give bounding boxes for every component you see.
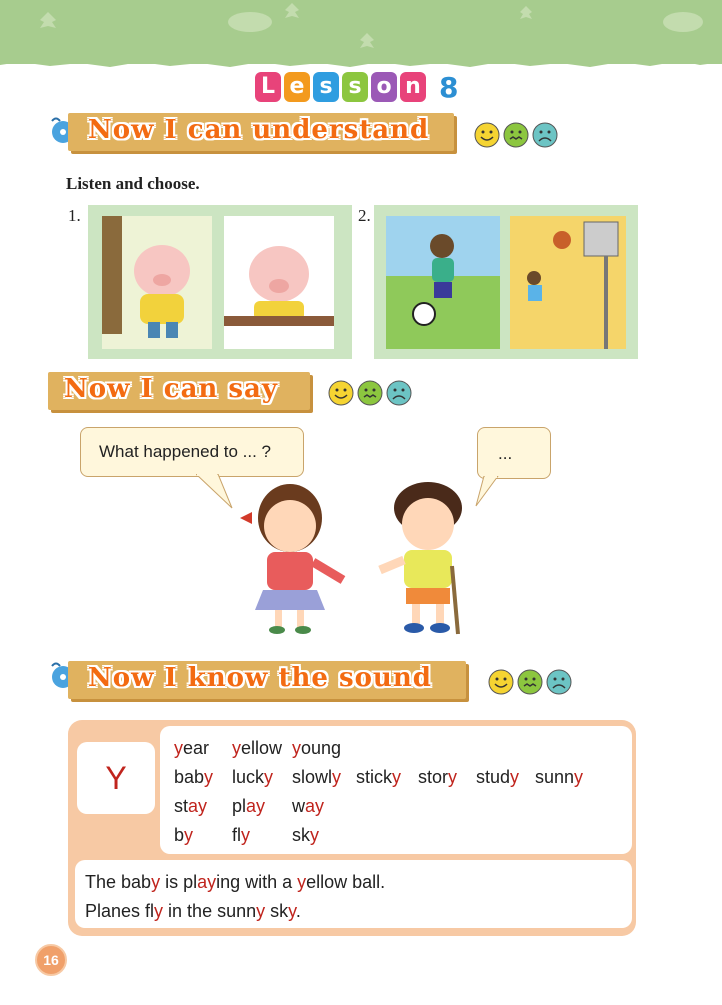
leaf-decoration xyxy=(0,0,722,64)
smiley-face-icon[interactable] xyxy=(328,380,354,406)
phonics-word: lucky xyxy=(232,767,274,787)
bubble-text: What happened to ... ? xyxy=(99,442,272,461)
boy-illustration xyxy=(374,478,484,638)
self-rating xyxy=(488,669,572,695)
lesson-letter: L xyxy=(255,72,281,102)
sad-face-icon[interactable] xyxy=(386,380,412,406)
girl-illustration xyxy=(235,478,355,638)
phonics-word: sky xyxy=(292,825,319,845)
picture-boy-football[interactable] xyxy=(386,216,500,349)
sad-face-icon[interactable] xyxy=(532,122,558,148)
phonics-word: stay xyxy=(174,796,208,816)
top-banner xyxy=(0,0,722,64)
phonics-word: way xyxy=(292,796,325,816)
phonics-sentence: The baby is playing with a yellow ball. xyxy=(85,872,386,892)
section-banner-sound xyxy=(68,661,466,699)
lesson-title xyxy=(255,68,458,106)
pig-standing-illustration xyxy=(102,216,212,349)
bubble-tail xyxy=(196,474,236,510)
question-number: 2. xyxy=(358,206,371,225)
worried-face-icon[interactable] xyxy=(357,380,383,406)
phonics-letter: Y xyxy=(77,742,155,814)
section-title: Now I know the sound xyxy=(88,663,432,693)
picture-pig-sitting[interactable] xyxy=(224,216,334,349)
phonics-word: story xyxy=(418,767,458,787)
boy-basketball-illustration xyxy=(510,216,626,349)
self-rating xyxy=(474,122,558,148)
section-banner-say xyxy=(48,372,310,410)
question-number: 1. xyxy=(68,206,81,225)
picture-boy-basketball[interactable] xyxy=(510,216,626,349)
smiley-face-icon[interactable] xyxy=(474,122,500,148)
phonics-word: by xyxy=(174,825,194,845)
lesson-letter: n xyxy=(400,72,426,102)
section-title: Now I can say xyxy=(64,374,278,404)
speech-bubble-girl xyxy=(80,427,304,477)
phonics-word: sticky xyxy=(356,767,401,787)
phonics-word: sunny xyxy=(535,767,584,787)
section-banner-understand xyxy=(68,113,454,151)
phonics-word: fly xyxy=(232,825,250,845)
lesson-letter: o xyxy=(371,72,397,102)
lesson-letter: s xyxy=(313,72,339,102)
phonics-word: yellow xyxy=(232,738,283,758)
speech-bubble-boy xyxy=(477,427,551,479)
lesson-letter: e xyxy=(284,72,310,102)
phonics-sentence: Planes fly in the sunny sky. xyxy=(85,901,301,921)
phonics-sentences xyxy=(75,860,632,928)
phonics-word: young xyxy=(292,738,342,758)
phonics-word: baby xyxy=(174,767,214,787)
sad-face-icon[interactable] xyxy=(546,669,572,695)
lesson-letter: s xyxy=(342,72,368,102)
worried-face-icon[interactable] xyxy=(517,669,543,695)
worried-face-icon[interactable] xyxy=(503,122,529,148)
smiley-face-icon[interactable] xyxy=(488,669,514,695)
phonics-word: year xyxy=(174,738,210,758)
self-rating xyxy=(328,380,412,406)
page-number: 16 xyxy=(35,944,67,976)
picture-pig-standing[interactable] xyxy=(102,216,212,349)
phonics-word: play xyxy=(232,796,266,816)
listen-instruction: Listen and choose. xyxy=(66,174,200,193)
phonics-word: study xyxy=(476,767,520,787)
lesson-number: 8 xyxy=(439,70,459,104)
boy-football-illustration xyxy=(386,216,500,349)
phonics-word-list xyxy=(160,726,632,854)
phonics-word: slowly xyxy=(292,767,342,787)
section-title: Now I can understand xyxy=(88,115,430,145)
pig-sitting-illustration xyxy=(224,216,334,349)
bubble-text: ... xyxy=(498,444,513,463)
